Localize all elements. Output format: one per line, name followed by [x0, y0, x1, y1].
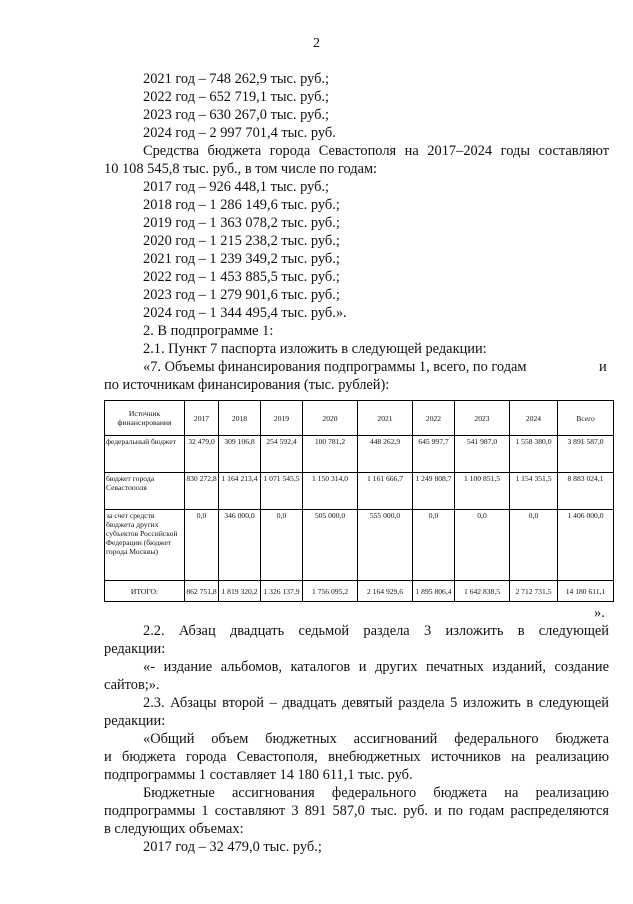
item-2-3-line1: 2.3. Абзацы второй – двадцать девятый раздела 5 изложить в следующей	[143, 695, 609, 711]
item-2-3-p1-line1: «Общий объем бюджетных ассигнований федерального бюджета	[143, 731, 609, 747]
item-2-2-line2: редакции:	[104, 641, 166, 657]
table-header-cell: 2020	[303, 401, 358, 436]
table-total-row	[105, 581, 614, 602]
item-2-3-p2-line3: в следующих объемах:	[104, 821, 244, 837]
year-line-2023: 2023 год – 630 267,0 тыс. руб.;	[143, 107, 330, 123]
quote-7-line2: по источникам финансирования (тыс. рублей):	[104, 377, 390, 393]
table-row	[105, 473, 614, 510]
table-cell: 8 883 024,1	[558, 473, 614, 510]
table-close-quote: ».	[594, 605, 605, 621]
table-cell: 0,0	[510, 510, 558, 581]
sevastopol-year-2017: 2017 год – 926 448,1 тыс. руб.;	[143, 179, 330, 195]
table-cell: 254 592,4	[261, 436, 303, 473]
table-cell: 14 180 611,1	[558, 581, 614, 602]
table-cell: 1 642 838,5	[455, 581, 510, 602]
table-cell: 2 712 731,5	[510, 581, 558, 602]
table-cell: 541 987,0	[455, 436, 510, 473]
table-cell: 1 100 851,5	[455, 473, 510, 510]
sevastopol-year-2019: 2019 год – 1 363 078,2 тыс. руб.;	[143, 215, 340, 231]
item-2-3-p2-line1: Бюджетные ассигнования федерального бюджета на реализацию	[143, 785, 609, 801]
item-2-3-line2: редакции:	[104, 713, 166, 729]
item-2-heading: 2. В подпрограмме 1:	[143, 323, 274, 339]
table-cell: 1 161 666,7	[358, 473, 413, 510]
year-line-2022: 2022 год – 652 719,1 тыс. руб.;	[143, 89, 330, 105]
table-header-cell: 2022	[413, 401, 455, 436]
quote-7-line1-end: и	[599, 359, 607, 375]
table-cell: 2 164 929,6	[358, 581, 413, 602]
sevastopol-budget-line1: Средства бюджета города Севастополя на 2017–2024 годы составляют	[143, 143, 609, 159]
table-header-cell: Всего	[558, 401, 614, 436]
table-header-cell: 2018	[219, 401, 261, 436]
table-header-cell: 2021	[358, 401, 413, 436]
table-cell: 1 071 545,5	[261, 473, 303, 510]
item-2-2-quote-line2: сайтов;».	[104, 677, 160, 693]
sevastopol-year-2024: 2024 год – 1 344 495,4 тыс. руб.».	[143, 305, 347, 321]
table-header-cell: 2024	[510, 401, 558, 436]
item-2-2-quote-line1: «- издание альбомов, каталогов и других печатных изданий, создание	[143, 659, 609, 675]
table-cell: 1 164 213,4	[219, 473, 261, 510]
table-cell: 0,0	[185, 510, 219, 581]
sevastopol-year-2023: 2023 год – 1 279 901,6 тыс. руб.;	[143, 287, 340, 303]
table-header-cell: 2017	[185, 401, 219, 436]
table-cell: 3 891 587,0	[558, 436, 614, 473]
table-cell: федеральный бюджет	[105, 436, 185, 473]
table-cell: за счет средств бюджета других субъектов Российской Федерации (бюджет города Москвы)	[105, 510, 185, 581]
table-header-cell: 2019	[261, 401, 303, 436]
table-cell: 1 154 351,5	[510, 473, 558, 510]
table-cell: 346 000,0	[219, 510, 261, 581]
table-cell: 1 756 095,2	[303, 581, 358, 602]
table-cell: 0,0	[261, 510, 303, 581]
table-cell: 1 406 000,0	[558, 510, 614, 581]
table-cell: 645 997,7	[413, 436, 455, 473]
item-2-3-last-line: 2017 год – 32 479,0 тыс. руб.;	[143, 839, 322, 855]
item-2-3-p1-line2: и бюджета города Севастополя, внебюджетных источников на реализацию	[104, 749, 609, 765]
table-row	[105, 436, 614, 473]
table-cell: 309 106,8	[219, 436, 261, 473]
sevastopol-year-2020: 2020 год – 1 215 238,2 тыс. руб.;	[143, 233, 340, 249]
table-cell: 555 000,0	[358, 510, 413, 581]
table-cell: 1 326 137,9	[261, 581, 303, 602]
sevastopol-year-2021: 2021 год – 1 239 349,2 тыс. руб.;	[143, 251, 340, 267]
table-cell: 505 000,0	[303, 510, 358, 581]
table-cell: 1 895 806,4	[413, 581, 455, 602]
table-cell: 0,0	[413, 510, 455, 581]
item-2-3-p1-line3: подпрограммы 1 составляет 14 180 611,1 тыс. руб.	[104, 767, 413, 783]
year-line-2021: 2021 год – 748 262,9 тыс. руб.;	[143, 71, 330, 87]
table-header-cell: Источник финансирования	[105, 401, 185, 436]
table-cell: ИТОГО:	[105, 581, 185, 602]
table-cell: 448 262,9	[358, 436, 413, 473]
table-cell: 830 272,8	[185, 473, 219, 510]
table-cell: бюджет города Севастополя	[105, 473, 185, 510]
table-header-row	[105, 401, 614, 436]
table-cell: 1 150 314,0	[303, 473, 358, 510]
quote-7-line1: «7. Объемы финансирования подпрограммы 1, всего, по годам	[143, 359, 527, 375]
table-header-cell: 2023	[455, 401, 510, 436]
sevastopol-budget-line2: 10 108 545,8 тыс. руб., в том числе по годам:	[104, 161, 378, 177]
page-number: 2	[313, 36, 320, 51]
financing-table	[104, 400, 614, 602]
item-2-1-heading: 2.1. Пункт 7 паспорта изложить в следующей редакции:	[143, 341, 487, 357]
table-row	[105, 510, 614, 581]
table-cell: 1 558 380,0	[510, 436, 558, 473]
table-cell: 1 819 320,2	[219, 581, 261, 602]
table-cell: 1 249 808,7	[413, 473, 455, 510]
table-cell: 0,0	[455, 510, 510, 581]
table-cell: 100 781,2	[303, 436, 358, 473]
table-cell: 862 751,8	[185, 581, 219, 602]
sevastopol-year-2018: 2018 год – 1 286 149,6 тыс. руб.;	[143, 197, 340, 213]
sevastopol-year-2022: 2022 год – 1 453 885,5 тыс. руб.;	[143, 269, 340, 285]
item-2-2-line1: 2.2. Абзац двадцать седьмой раздела 3 изложить в следующей	[143, 623, 609, 639]
year-line-2024: 2024 год – 2 997 701,4 тыс. руб.	[143, 125, 336, 141]
table-cell: 32 479,0	[185, 436, 219, 473]
item-2-3-p2-line2: подпрограммы 1 составляют 3 891 587,0 тыс. руб. и по годам распределяются	[104, 803, 609, 819]
